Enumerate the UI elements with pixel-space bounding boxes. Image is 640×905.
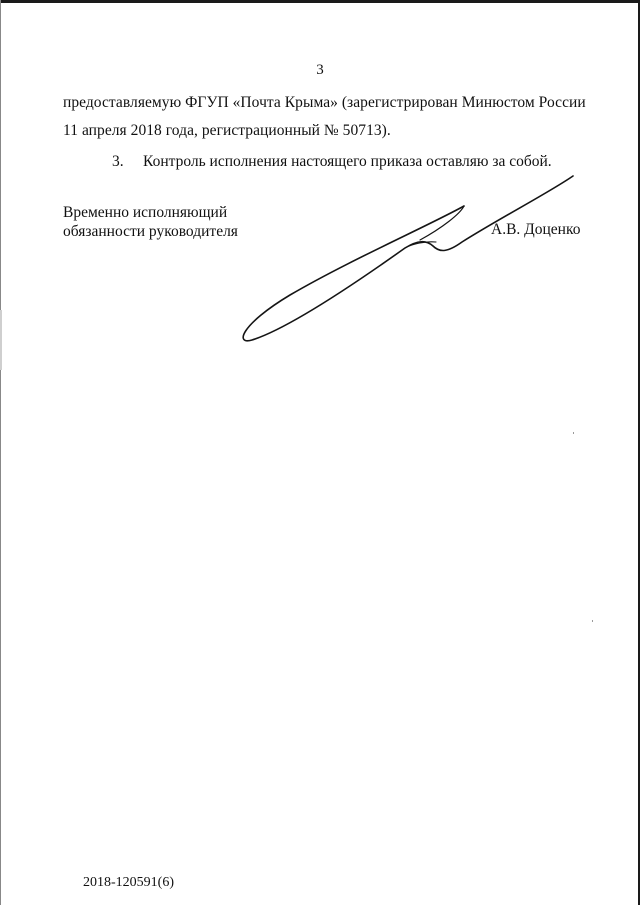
signer-name: А.В. Доценко (491, 221, 581, 238)
list-item-number: 3. (112, 153, 124, 170)
signatory-position-line-1: Временно исполняющий (63, 204, 228, 221)
signatory-position-line-2: обязанности руководителя (63, 223, 238, 240)
scan-left-edge (0, 0, 1, 905)
paragraph-continuation-line-1: предоставляемую ФГУП «Почта Крыма» (зарегистрирован Минюстом России (63, 94, 586, 111)
page-number: 3 (316, 62, 324, 78)
signatory-position (63, 203, 238, 241)
list-item-text: Контроль исполнения настоящего приказа оставляю за собой. (143, 153, 552, 170)
scan-artifact (0, 310, 2, 370)
handwritten-signature-icon (230, 170, 590, 350)
paragraph-continuation-line-2: 11 апреля 2018 года, регистрационный № 50713). (63, 122, 391, 139)
scan-top-edge (0, 0, 640, 3)
scan-speck (573, 432, 574, 434)
document-registration-code: 2018-120591(6) (83, 875, 174, 890)
scan-speck (592, 620, 593, 622)
